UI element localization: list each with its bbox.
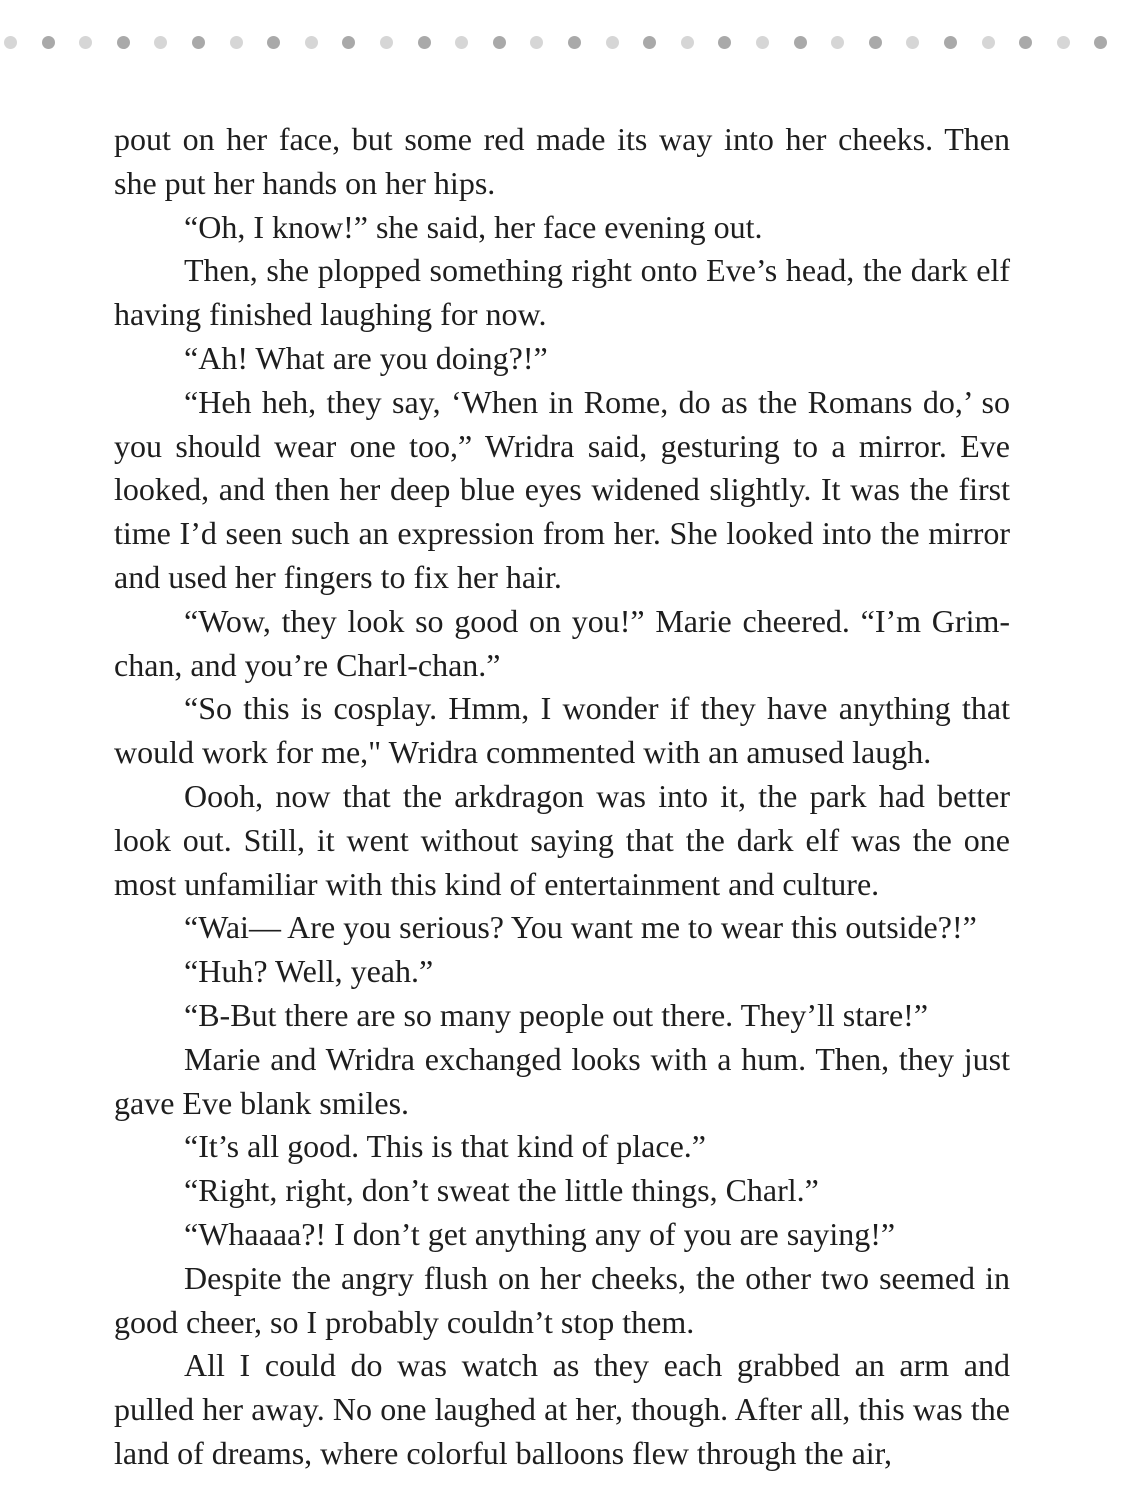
divider-dot [79, 36, 92, 49]
page-text [114, 118, 1010, 1476]
paragraph: “Wai— Are you serious? You want me to wear this outside?!” [184, 909, 977, 946]
paragraph: pout on her face, but some red made its way into her cheeks. Then she put her hands on her hips. [114, 121, 1010, 201]
divider-dot [643, 36, 656, 49]
divider-dot [794, 36, 807, 49]
dot-row-divider [0, 36, 1125, 52]
paragraph: Oooh, now that the arkdragon was into it, the park had better look out. Still, it went without saying that the dark elf was the one most unfamiliar with this kind of entertainment and culture. [114, 777, 1010, 902]
divider-dot [681, 36, 694, 49]
divider-dot [1019, 36, 1032, 49]
paragraph: “Whaaaa?! I don’t get anything any of you are saying!” [184, 1215, 896, 1252]
paragraph: All I could do was watch as they each grabbed an arm and pulled her away. No one laughed at her, though. After all, this was the land of dreams, where colorful balloons flew through the air, [114, 1347, 1010, 1471]
paragraph: Despite the angry flush on her cheeks, the other two seemed in good cheer, so I probably couldn’t stop them. [114, 1259, 1010, 1340]
paragraph: “Heh heh, they say, ‘When in Rome, do as the Romans do,’ so you should wear one too,” Wridra said, gesturing to a mirror. Eve looked, and then her deep blue eyes widened slightly. It was the first time I’d seen such an expression from her. She looked into the mirror and used her fingers to fix her hair. [114, 383, 1010, 595]
divider-dot [305, 36, 318, 49]
divider-dot [342, 36, 355, 49]
paragraph: “Oh, I know!” she said, her face evening out. [184, 208, 763, 245]
divider-dot [117, 36, 130, 49]
divider-dot [831, 36, 844, 49]
paragraph: Marie and Wridra exchanged looks with a hum. Then, they just gave Eve blank smiles. [114, 1040, 1010, 1121]
paragraph: “B-But there are so many people out there. They’ll stare!” [184, 996, 929, 1033]
divider-dot [380, 36, 393, 49]
divider-dot [944, 36, 957, 49]
paragraph: Then, she plopped something right onto Eve’s head, the dark elf having finished laughing for now. [114, 252, 1010, 333]
paragraph: “Right, right, don’t sweat the little things, Charl.” [184, 1172, 819, 1209]
divider-dot [418, 36, 431, 49]
divider-dot [42, 36, 55, 49]
paragraph: “Huh? Well, yeah.” [184, 953, 434, 990]
divider-dot [455, 36, 468, 49]
divider-dot [230, 36, 243, 49]
divider-dot [267, 36, 280, 49]
divider-dot [1057, 36, 1070, 49]
divider-dot [4, 36, 17, 49]
divider-dot [606, 36, 619, 49]
divider-dot [154, 36, 167, 49]
paragraph: “So this is cosplay. Hmm, I wonder if they have anything that would work for me," Wridra commented with an amused laugh. [114, 690, 1010, 771]
divider-dot [869, 36, 882, 49]
divider-dot [906, 36, 919, 49]
divider-dot [982, 36, 995, 49]
divider-dot [1094, 36, 1107, 49]
paragraph: “Wow, they look so good on you!” Marie cheered. “I’m Grim-chan, and you’re Charl-chan.” [114, 602, 1010, 683]
divider-dot [192, 36, 205, 49]
divider-dot [530, 36, 543, 49]
paragraph: “Ah! What are you doing?!” [184, 339, 548, 376]
paragraph: “It’s all good. This is that kind of place.” [184, 1128, 706, 1165]
divider-dot [756, 36, 769, 49]
divider-dot [568, 36, 581, 49]
divider-dot [493, 36, 506, 49]
divider-dot [718, 36, 731, 49]
